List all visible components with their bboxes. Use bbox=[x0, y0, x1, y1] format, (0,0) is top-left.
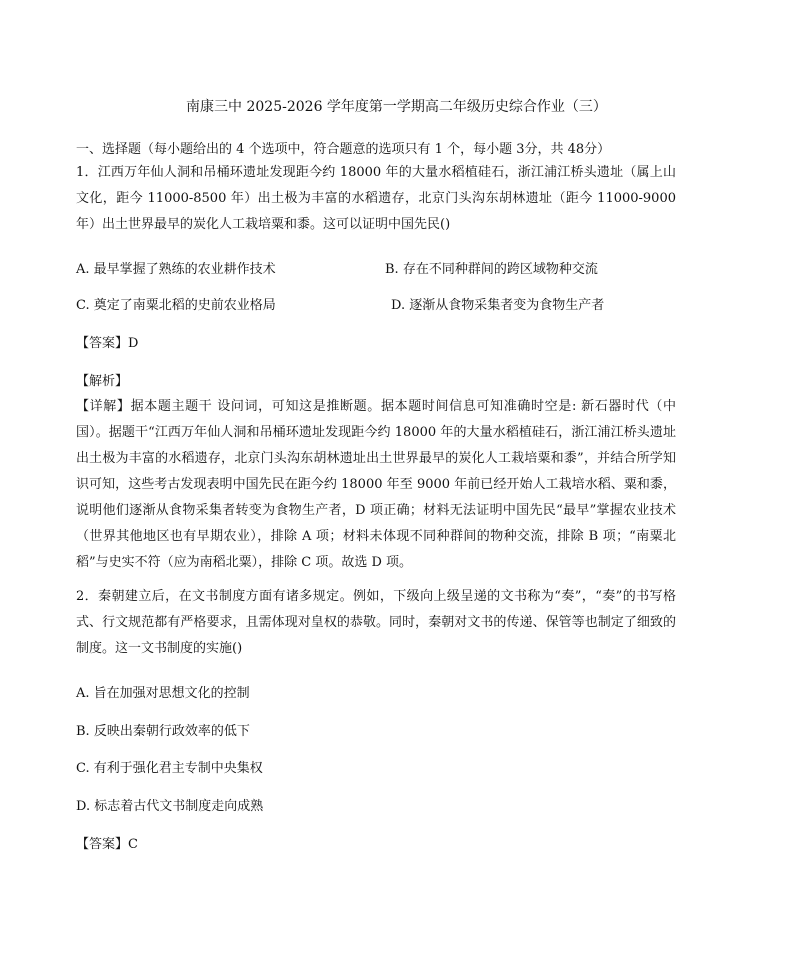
page-title: 南康三中 2025-2026 学年度第一学期高二年级历史综合作业（三） bbox=[186, 99, 607, 115]
q1-analysis-heading: 【解析】 bbox=[76, 374, 129, 389]
section-heading: 一、选择题（每小题给出的 4 个选项中，符合题意的选项只有 1 个，每小题 3分，共 48分） bbox=[76, 142, 611, 157]
question-1-stem: 1．江西万年仙人洞和吊桶环遗址发现距今约 18000 年的大量水稻植硅石，浙江浦江桥头遗址（属上山文化，距今 11000-8500 年）出土极为丰富的水稻遗存，北京门头沟东胡林遗址（距今 11000-9000 年）出土世界最早的炭化人工栽培粟和黍。这可以证明中国先民() bbox=[76, 165, 676, 232]
q1-analysis: 【详解】据本题主题干 设问词，可知这是推断题。据本题时间信息可知准确时空是: 新石器时代（中国）。据题干“江西万年仙人洞和吊桶环遗址发现距今约 18000 年的大量水稻植硅石，浙江浦江桥头遗址出土极为丰富的水稻遗存，北京门头沟东胡林遗址出土世界最早的炭化人工栽培粟和黍”，并结合所学知识可知，这些考古发现表明中国先民在距今约 18000 年至 9000 年前已经开始人工栽培水稻、粟和黍，说明他们逐渐从食物采集者转变为食物生产者，D 项正确；材料无法证明中国先民“最早”掌握农业技术（世界其他地区也有早期农业），排除 A 项；材料未体现不同种群间的物种交流，排除 B 项；“南粟北稻”与史实不符（应为南稻北粟），排除 C 项。故选 D 项。 bbox=[76, 399, 676, 570]
question-2-stem: 2．秦朝建立后，在文书制度方面有诸多规定。例如，下级向上级呈递的文书称为“奏”，“奏”的书写格式、行文规范都有严格要求，且需体现对皇权的恭敬。同时，秦朝对文书的传递、保管等也制定了细致的制度。这一文书制度的实施() bbox=[76, 589, 676, 656]
q2-answer: 【答案】C bbox=[76, 837, 138, 852]
q1-option-d: D. 逐渐从食物采集者变为食物生产者 bbox=[391, 298, 605, 313]
q1-answer: 【答案】D bbox=[76, 336, 139, 351]
q1-option-c: C. 奠定了南粟北稻的史前农业格局 bbox=[76, 298, 276, 313]
q1-option-b: B. 存在不同种群间的跨区域物种交流 bbox=[385, 262, 598, 277]
q2-option-c: C. 有利于强化君主专制中央集权 bbox=[76, 761, 263, 776]
q2-option-d: D. 标志着古代文书制度走向成熟 bbox=[76, 799, 264, 814]
q2-option-b: B. 反映出秦朝行政效率的低下 bbox=[76, 724, 250, 739]
q1-option-a: A. 最早掌握了熟练的农业耕作技术 bbox=[76, 262, 276, 277]
q2-option-a: A. 旨在加强对思想文化的控制 bbox=[76, 686, 250, 701]
